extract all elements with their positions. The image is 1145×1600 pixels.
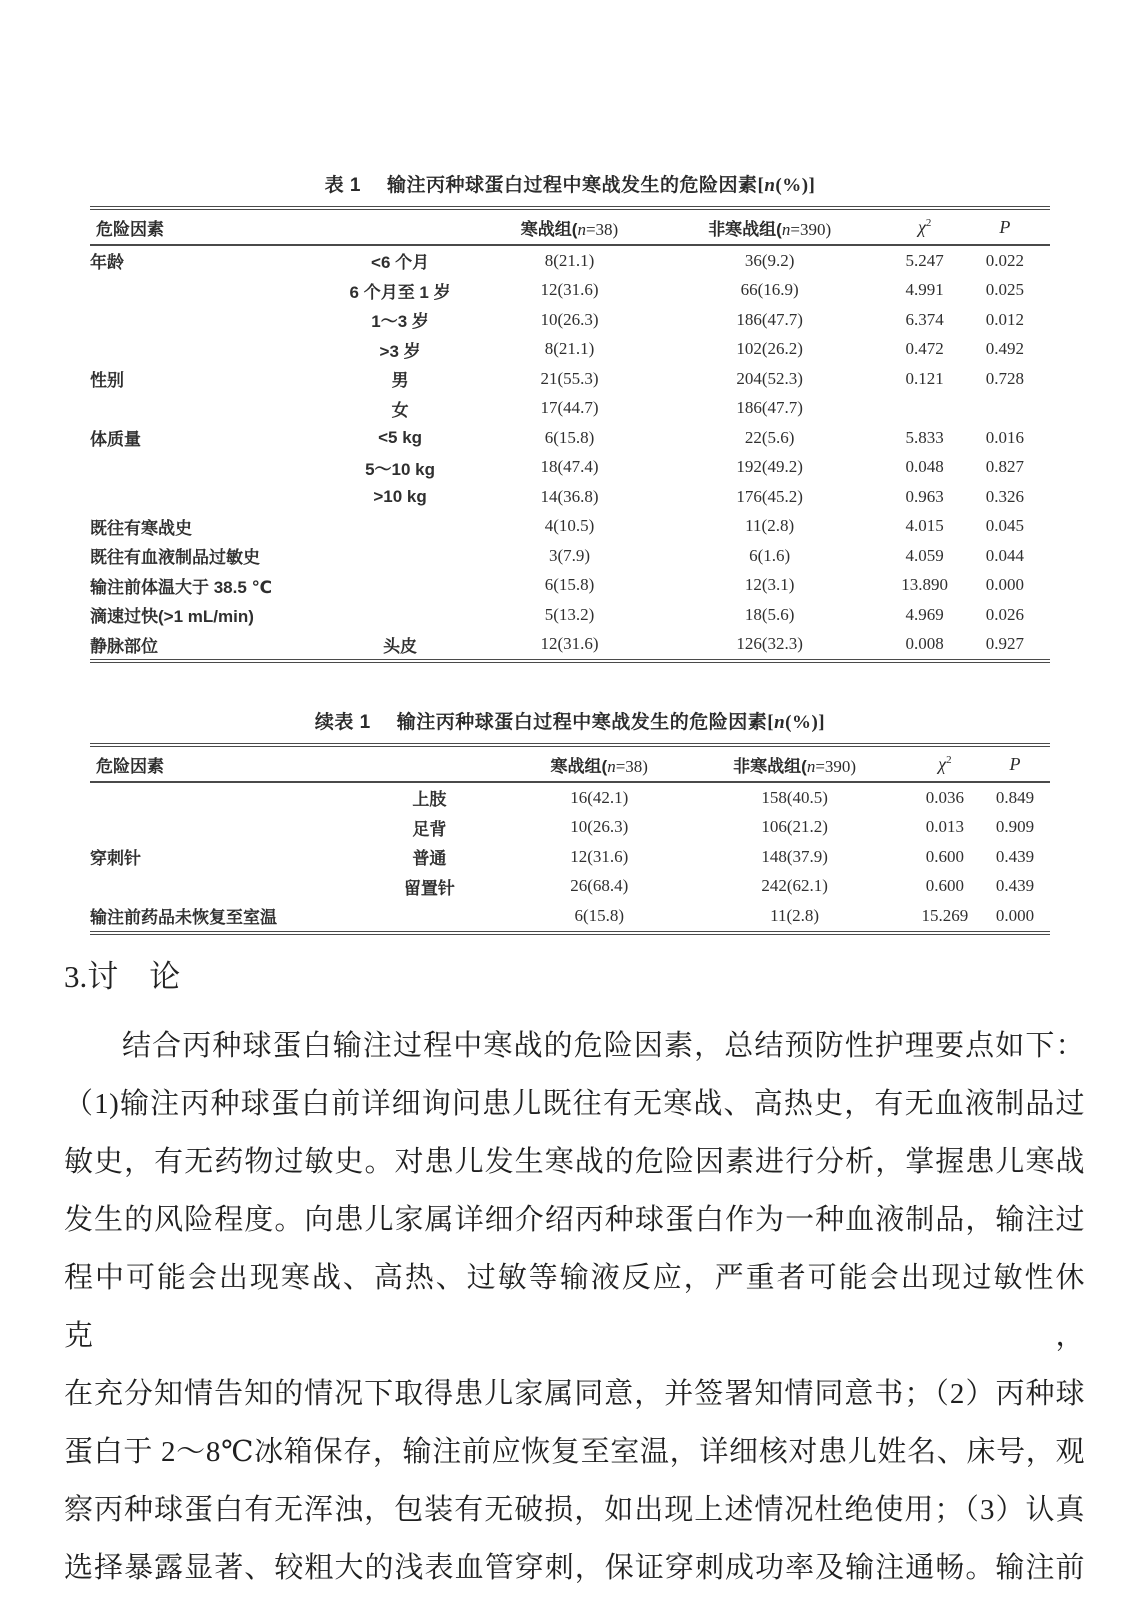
table-1-continued-label: 续表 1 xyxy=(314,712,371,733)
cell-chill-group-value: 26(68.4) xyxy=(570,876,629,896)
cell-risk-factor xyxy=(90,335,311,365)
cell-chi-square-value: 4.969 xyxy=(905,604,944,624)
discussion-line: 结合丙种球蛋白输注过程中寒战的危险因素，总结预防性护理要点如下： xyxy=(122,1029,1085,1062)
cell-subcategory: >10 kg xyxy=(373,486,427,506)
cell-risk-factor xyxy=(90,872,340,902)
cell-p-value: 0.045 xyxy=(985,516,1024,536)
header-risk-factor: 危险因素 xyxy=(96,756,164,776)
cell-chill-group-value: 16(42.1) xyxy=(570,787,629,807)
table-1-label: 表 1 xyxy=(324,175,361,196)
header-chi-square: $\chi^2$ xyxy=(917,216,932,237)
cell-p-value: 0.827 xyxy=(985,457,1024,477)
cell-chill-group-value: 18(47.4) xyxy=(540,457,599,477)
table-row xyxy=(90,482,1050,512)
table-row xyxy=(90,364,1050,394)
cell-risk-factor xyxy=(90,394,311,424)
cell-chi-square-value: 4.991 xyxy=(905,280,944,300)
cell-p-value: 0.849 xyxy=(995,787,1035,807)
cell-p-value: 0.022 xyxy=(985,250,1024,270)
cell-chi-square-value xyxy=(890,394,960,424)
cell-risk-factor: 性别 xyxy=(90,371,124,391)
table-1-title-unit: [n(%)] xyxy=(757,175,816,196)
table-row xyxy=(90,630,1050,662)
cell-risk-factor xyxy=(90,813,340,843)
header-chill-group: 寒战组(n=38) xyxy=(520,219,619,239)
header-chi-square: $\chi^2$ xyxy=(938,753,952,774)
cell-chill-group-value: 6(15.8) xyxy=(544,575,595,595)
cell-subcategory: 5～10 kg xyxy=(365,459,436,479)
cell-subcategory xyxy=(311,512,490,542)
cell-subcategory: 留置针 xyxy=(403,878,455,898)
table-row xyxy=(90,394,1050,424)
table-1-title xyxy=(90,170,1050,197)
cell-risk-factor: 滴速过快(>1 mL/min) xyxy=(90,607,254,627)
discussion-paragraph xyxy=(64,1017,1085,1597)
cell-subcategory: 女 xyxy=(391,400,409,420)
cell-chi-square-value: 4.015 xyxy=(905,516,944,536)
table-1-continued-title xyxy=(90,707,1050,734)
cell-risk-factor: 输注前体温大于 38.5 ℃ xyxy=(90,577,273,597)
cell-chill-group-value: 3(7.9) xyxy=(548,545,591,565)
cell-p-value: 0.728 xyxy=(985,368,1024,388)
table-row xyxy=(90,541,1050,571)
cell-non-chill-group-value: 186(47.7) xyxy=(736,398,803,418)
cell-chill-group-value: 8(21.1) xyxy=(544,250,595,270)
table-row xyxy=(90,600,1050,630)
table-row xyxy=(90,453,1050,483)
cell-p-value: 0.044 xyxy=(985,545,1024,565)
cell-risk-factor xyxy=(90,276,311,306)
cell-p-value: 0.439 xyxy=(995,876,1035,896)
cell-subcategory xyxy=(340,901,520,933)
cell-subcategory: <5 kg xyxy=(378,427,423,447)
discussion-line: 敏史，有无药物过敏史。对患儿发生寒战的危险因素进行分析，掌握患儿寒战 xyxy=(64,1145,1085,1178)
cell-chill-group-value: 12(31.6) xyxy=(540,634,599,654)
cell-chill-group-value: 10(26.3) xyxy=(570,817,629,837)
cell-non-chill-group-value: 148(37.9) xyxy=(761,846,828,866)
header-p-value: P xyxy=(999,216,1011,237)
discussion-line: 在充分知情告知的情况下取得患儿家属同意，并签署知情同意书；（2）丙种球 xyxy=(64,1377,1085,1410)
table-1-title-text: 输注丙种球蛋白过程中寒战发生的危险因素 xyxy=(386,175,758,196)
cell-non-chill-group-value: 102(26.2) xyxy=(736,339,803,359)
cell-subcategory: <6 个月 xyxy=(371,253,430,273)
cell-p-value: 0.927 xyxy=(985,634,1024,654)
table-row xyxy=(90,335,1050,365)
cell-p-value: 0.492 xyxy=(985,339,1024,359)
cell-p-value: 0.000 xyxy=(985,575,1024,595)
table-row xyxy=(90,571,1050,601)
table-row xyxy=(90,813,1050,843)
cell-subcategory: 足背 xyxy=(412,819,447,839)
cell-risk-factor xyxy=(90,782,340,813)
table-row xyxy=(90,782,1050,813)
cell-chill-group-value: 12(31.6) xyxy=(540,280,599,300)
cell-p-value: 0.026 xyxy=(985,604,1024,624)
table-1-continued-block xyxy=(90,707,1050,935)
cell-subcategory xyxy=(311,571,490,601)
cell-subcategory: 头皮 xyxy=(383,636,418,656)
cell-non-chill-group-value: 126(32.3) xyxy=(736,634,803,654)
cell-subcategory xyxy=(311,541,490,571)
table-row xyxy=(90,305,1050,335)
cell-subcategory: 6 个月至 1 岁 xyxy=(349,282,451,302)
cell-non-chill-group-value: 204(52.3) xyxy=(736,368,803,388)
cell-p-value: 0.439 xyxy=(995,846,1035,866)
discussion-section xyxy=(64,955,1085,1597)
cell-non-chill-group-value: 11(2.8) xyxy=(770,905,820,925)
cell-non-chill-group-value: 36(9.2) xyxy=(744,250,795,270)
cell-risk-factor: 输注前药品未恢复至室温 xyxy=(90,908,277,928)
cell-chi-square-value: 0.600 xyxy=(925,846,964,866)
cell-non-chill-group-value: 158(40.5) xyxy=(761,787,828,807)
cell-chi-square-value: 15.269 xyxy=(921,905,969,925)
table-row xyxy=(90,245,1050,276)
table-row xyxy=(90,512,1050,542)
table-row xyxy=(90,901,1050,933)
cell-subcategory: 男 xyxy=(391,371,409,391)
cell-non-chill-group-value: 11(2.8) xyxy=(745,516,795,536)
cell-chi-square-value: 0.600 xyxy=(925,876,964,896)
cell-subcategory: >3 岁 xyxy=(379,341,421,361)
cell-p-value: 0.000 xyxy=(995,905,1035,925)
cell-chill-group-value: 21(55.3) xyxy=(540,368,599,388)
cell-chi-square-value: 0.048 xyxy=(905,457,944,477)
section-heading: 3.讨 论 xyxy=(64,958,181,994)
cell-non-chill-group-value: 18(5.6) xyxy=(744,604,795,624)
discussion-line: 程中可能会出现寒战、高热、过敏等输液反应，严重者可能会出现过敏性休克， xyxy=(64,1261,1085,1352)
cell-non-chill-group-value: 176(45.2) xyxy=(736,486,803,506)
discussion-line: 察丙种球蛋白有无浑浊，包装有无破损，如出现上述情况杜绝使用；（3）认真 xyxy=(64,1493,1085,1526)
header-risk-factor: 危险因素 xyxy=(96,219,164,239)
table-1-continued-title-unit: [n(%)] xyxy=(767,712,826,733)
table-row xyxy=(90,872,1050,902)
cell-p-value xyxy=(960,394,1050,424)
header-chill-group: 寒战组(n=38) xyxy=(550,756,648,776)
cell-risk-factor: 穿刺针 xyxy=(90,849,141,869)
cell-risk-factor xyxy=(90,305,311,335)
discussion-line: 发生的风险程度。向患儿家属详细介绍丙种球蛋白作为一种血液制品，输注过 xyxy=(64,1203,1085,1236)
cell-subcategory: 1～3 岁 xyxy=(371,312,429,332)
table-header-row xyxy=(90,208,1050,245)
cell-chill-group-value: 5(13.2) xyxy=(544,604,595,624)
header-non-chill-group: 非寒战组(n=390) xyxy=(733,756,857,776)
discussion-line: （1)输注丙种球蛋白前详细询问患儿既往有无寒战、高热史，有无血液制品过 xyxy=(64,1087,1085,1120)
cell-risk-factor xyxy=(90,453,311,483)
cell-non-chill-group-value: 106(21.2) xyxy=(761,817,828,837)
cell-chill-group-value: 10(26.3) xyxy=(540,309,599,329)
cell-risk-factor: 年龄 xyxy=(90,253,124,273)
table-row xyxy=(90,842,1050,872)
cell-chi-square-value: 5.247 xyxy=(905,250,944,270)
cell-chill-group-value: 6(15.8) xyxy=(574,905,625,925)
cell-non-chill-group-value: 6(1.6) xyxy=(749,545,791,565)
risk-factor-table xyxy=(90,206,1050,663)
cell-risk-factor: 既往有血液制品过敏史 xyxy=(90,548,260,568)
cell-p-value: 0.025 xyxy=(985,280,1024,300)
cell-chill-group-value: 8(21.1) xyxy=(544,339,595,359)
cell-chi-square-value: 0.036 xyxy=(925,787,964,807)
spacer xyxy=(0,663,1145,707)
cell-chill-group-value: 4(10.5) xyxy=(544,516,595,536)
cell-subcategory xyxy=(311,600,490,630)
cell-chi-square-value: 0.008 xyxy=(905,634,944,654)
header-p-value: P xyxy=(1009,753,1021,774)
cell-chi-square-value: 4.059 xyxy=(905,545,944,565)
cell-chill-group-value: 17(44.7) xyxy=(540,398,599,418)
cell-p-value: 0.909 xyxy=(995,817,1035,837)
cell-risk-factor: 静脉部位 xyxy=(90,636,158,656)
cell-non-chill-group-value: 22(5.6) xyxy=(744,427,795,447)
table-header-row xyxy=(90,745,1050,782)
table-row xyxy=(90,276,1050,306)
discussion-line: 选择暴露显著、较粗大的浅表血管穿刺，保证穿刺成功率及输注通畅。输注前 xyxy=(64,1551,1085,1584)
cell-non-chill-group-value: 192(49.2) xyxy=(736,457,803,477)
discussion-line: 蛋白于 2～8℃冰箱保存，输注前应恢复至室温，详细核对患儿姓名、床号，观 xyxy=(64,1435,1085,1468)
cell-chi-square-value: 13.890 xyxy=(901,575,949,595)
cell-chi-square-value: 6.374 xyxy=(905,309,944,329)
cell-non-chill-group-value: 186(47.7) xyxy=(736,309,803,329)
cell-chi-square-value: 0.013 xyxy=(925,817,964,837)
table-1-block xyxy=(90,170,1050,663)
cell-chill-group-value: 6(15.8) xyxy=(544,427,595,447)
risk-factor-table-continued xyxy=(90,743,1050,935)
cell-non-chill-group-value: 242(62.1) xyxy=(761,876,828,896)
cell-subcategory: 上肢 xyxy=(412,790,447,810)
table-1-continued-title-text: 输注丙种球蛋白过程中寒战发生的危险因素 xyxy=(396,712,768,733)
cell-risk-factor: 体质量 xyxy=(90,430,141,450)
cell-chi-square-value: 0.472 xyxy=(905,339,944,359)
table-row xyxy=(90,423,1050,453)
cell-chill-group-value: 12(31.6) xyxy=(570,846,629,866)
cell-p-value: 0.016 xyxy=(985,427,1024,447)
cell-subcategory: 普通 xyxy=(412,849,447,869)
cell-p-value: 0.326 xyxy=(985,486,1024,506)
cell-p-value: 0.012 xyxy=(985,309,1024,329)
cell-risk-factor: 既往有寒战史 xyxy=(90,518,192,538)
cell-non-chill-group-value: 66(16.9) xyxy=(740,280,799,300)
cell-chi-square-value: 0.121 xyxy=(905,368,944,388)
cell-chill-group-value: 14(36.8) xyxy=(540,486,599,506)
cell-non-chill-group-value: 12(3.1) xyxy=(744,575,795,595)
header-non-chill-group: 非寒战组(n=390) xyxy=(708,219,832,239)
cell-risk-factor xyxy=(90,482,311,512)
cell-chi-square-value: 5.833 xyxy=(905,427,944,447)
cell-chi-square-value: 0.963 xyxy=(905,486,944,506)
